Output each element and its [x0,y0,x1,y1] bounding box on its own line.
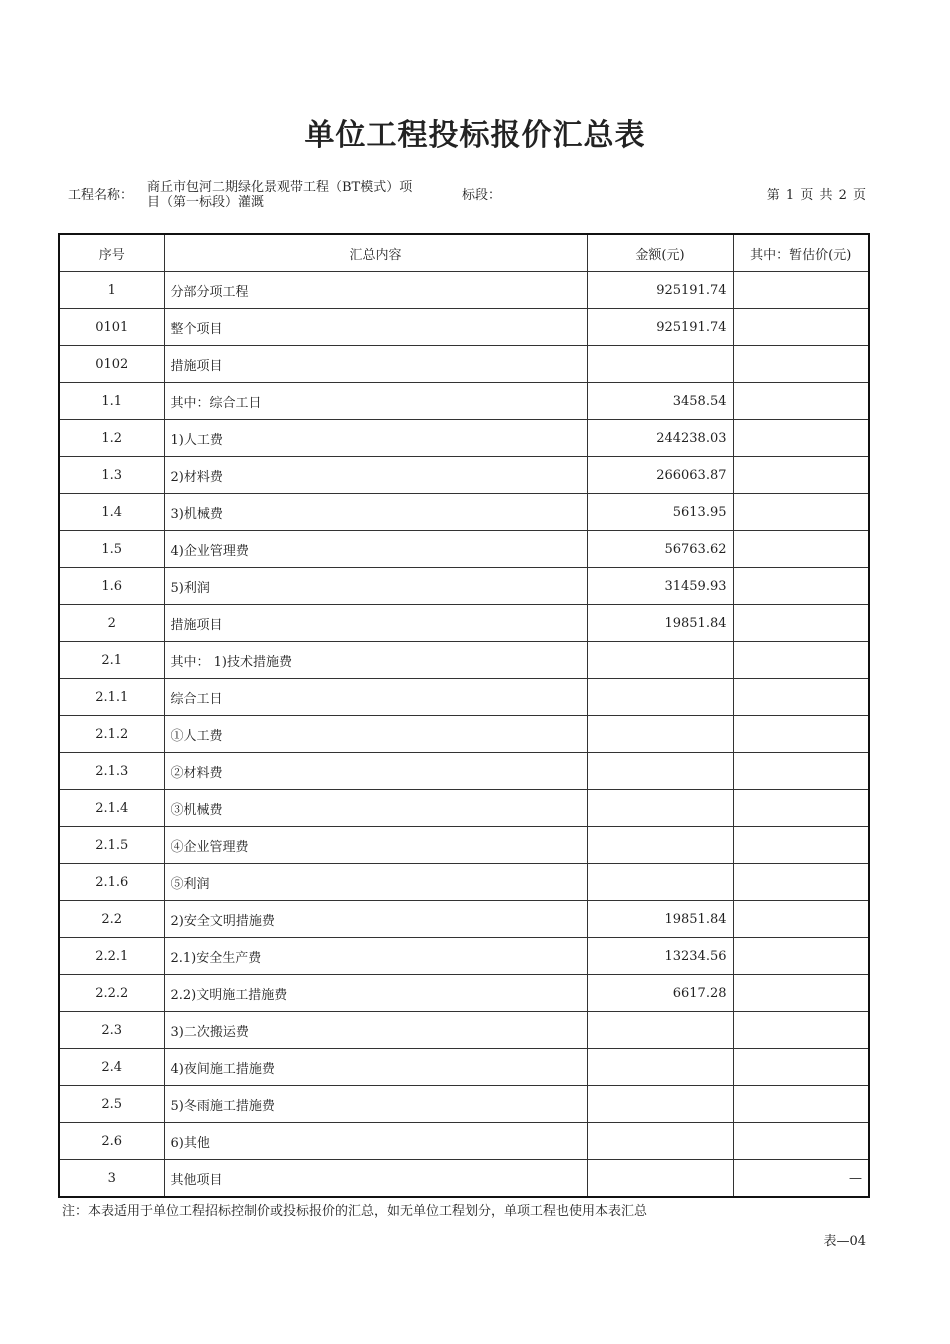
cell-estimate [733,975,869,1012]
table-row [59,753,869,790]
table-row [59,1012,869,1049]
cell-content: 5)利润 [164,568,587,605]
cell-estimate [733,679,869,716]
cell-content: ①人工费 [164,716,587,753]
cell-content: 分部分项工程 [164,272,587,309]
cell-estimate [733,1123,869,1160]
cell-no: 1.3 [59,457,164,494]
cell-amount [587,642,733,679]
table-row [59,901,869,938]
cell-content: 3)机械费 [164,494,587,531]
cell-no: 2.1.2 [59,716,164,753]
cell-content: 4)企业管理费 [164,531,587,568]
cell-no: 1 [59,272,164,309]
cell-amount: 6617.28 [587,975,733,1012]
cell-content: 措施项目 [164,605,587,642]
cell-amount [587,346,733,383]
cell-no: 2.4 [59,1049,164,1086]
table-row [59,679,869,716]
cell-amount: 925191.74 [587,309,733,346]
table-row [59,1086,869,1123]
table-row [59,346,869,383]
header-amount: 金额(元) [587,234,733,272]
header-no: 序号 [59,234,164,272]
cell-estimate [733,531,869,568]
cell-estimate [733,568,869,605]
cell-amount: 266063.87 [587,457,733,494]
table-row [59,531,869,568]
cell-amount [587,679,733,716]
table-row [59,642,869,679]
table-row [59,864,869,901]
table-row [59,272,869,309]
cell-content: ②材料费 [164,753,587,790]
cell-no: 2.2.1 [59,938,164,975]
project-name-line2: 目（第一标段）灌溉 [147,195,265,210]
cell-estimate [733,864,869,901]
table-row [59,568,869,605]
cell-no: 2.1 [59,642,164,679]
cell-amount [587,1086,733,1123]
cell-amount [587,753,733,790]
cell-amount: 5613.95 [587,494,733,531]
table-row [59,827,869,864]
cell-no: 1.5 [59,531,164,568]
header-content: 汇总内容 [164,234,587,272]
cell-estimate [733,494,869,531]
table-row [59,383,869,420]
cell-estimate [733,1086,869,1123]
cell-estimate [733,346,869,383]
cell-content: ④企业管理费 [164,827,587,864]
project-name-line1: 商丘市包河二期绿化景观带工程（BT模式）项 [147,180,413,195]
cell-amount [587,827,733,864]
table-row [59,790,869,827]
cell-no: 3 [59,1160,164,1198]
cell-estimate [733,383,869,420]
table-header-row [59,234,869,272]
cell-amount: 19851.84 [587,901,733,938]
cell-content: 综合工日 [164,679,587,716]
cell-content: 4)夜间施工措施费 [164,1049,587,1086]
cell-amount: 31459.93 [587,568,733,605]
cell-estimate [733,716,869,753]
cell-amount [587,1012,733,1049]
table-row [59,309,869,346]
cell-estimate [733,790,869,827]
cell-amount: 925191.74 [587,272,733,309]
cell-no: 2.3 [59,1012,164,1049]
cell-no: 2.1.1 [59,679,164,716]
section-label: 标段： [462,188,502,203]
cell-no: 2.6 [59,1123,164,1160]
cell-content: 2)材料费 [164,457,587,494]
page-title: 单位工程投标报价汇总表 [304,118,646,153]
cell-amount: 13234.56 [587,938,733,975]
cell-content: ⑤利润 [164,864,587,901]
cell-estimate [733,420,869,457]
cell-no: 2.2 [59,901,164,938]
cell-amount [587,716,733,753]
cell-content: 其中： 1)技术措施费 [164,642,587,679]
cell-content: 2)安全文明措施费 [164,901,587,938]
cell-no: 1.1 [59,383,164,420]
cell-estimate [733,457,869,494]
cell-content: 1)人工费 [164,420,587,457]
cell-estimate [733,901,869,938]
cell-estimate [733,642,869,679]
cell-content: 3)二次搬运费 [164,1012,587,1049]
cell-no: 2.1.6 [59,864,164,901]
cell-no: 2.1.5 [59,827,164,864]
project-name [147,180,447,210]
cell-amount [587,1160,733,1198]
cell-estimate [733,272,869,309]
cell-no: 2.2.2 [59,975,164,1012]
cell-content: 6)其他 [164,1123,587,1160]
cell-no: 2.5 [59,1086,164,1123]
page-info: 第 1 页 共 2 页 [766,188,866,203]
cell-content: 2.1)安全生产费 [164,938,587,975]
header-estimate: 其中：暂估价(元) [733,234,869,272]
project-name-label: 工程名称： [68,188,134,203]
cell-content: 5)冬雨施工措施费 [164,1086,587,1123]
cell-no: 2.1.3 [59,753,164,790]
cell-no: 1.6 [59,568,164,605]
table-body [59,272,869,1198]
cell-estimate [733,753,869,790]
cell-estimate [733,938,869,975]
cell-content: 其他项目 [164,1160,587,1198]
cell-estimate: — [733,1160,869,1198]
cell-no: 0101 [59,309,164,346]
cell-amount [587,790,733,827]
cell-estimate [733,827,869,864]
cell-amount [587,1049,733,1086]
table-row [59,494,869,531]
cell-amount: 56763.62 [587,531,733,568]
table-row [59,457,869,494]
table-row [59,605,869,642]
cell-amount: 19851.84 [587,605,733,642]
cell-amount: 3458.54 [587,383,733,420]
cell-content: 措施项目 [164,346,587,383]
table-row [59,420,869,457]
cell-no: 2 [59,605,164,642]
table-row [59,1123,869,1160]
cell-amount [587,1123,733,1160]
cell-content: 整个项目 [164,309,587,346]
footnote: 注：本表适用于单位工程招标控制价或投标报价的汇总，如无单位工程划分，单项工程也使用本表汇总 [62,1204,648,1219]
form-number: 表—04 [823,1234,866,1249]
table-row [59,1049,869,1086]
cell-no: 1.2 [59,420,164,457]
cell-amount [587,864,733,901]
table-row [59,716,869,753]
cell-no: 2.1.4 [59,790,164,827]
cell-amount: 244238.03 [587,420,733,457]
cell-no: 1.4 [59,494,164,531]
cell-estimate [733,1049,869,1086]
cell-estimate [733,1012,869,1049]
table-row [59,975,869,1012]
cell-estimate [733,605,869,642]
cell-no: 0102 [59,346,164,383]
summary-table [58,233,870,1198]
cell-estimate [733,309,869,346]
table-row [59,938,869,975]
cell-content: 其中：综合工日 [164,383,587,420]
cell-content: 2.2)文明施工措施费 [164,975,587,1012]
cell-content: ③机械费 [164,790,587,827]
table-row [59,1160,869,1198]
